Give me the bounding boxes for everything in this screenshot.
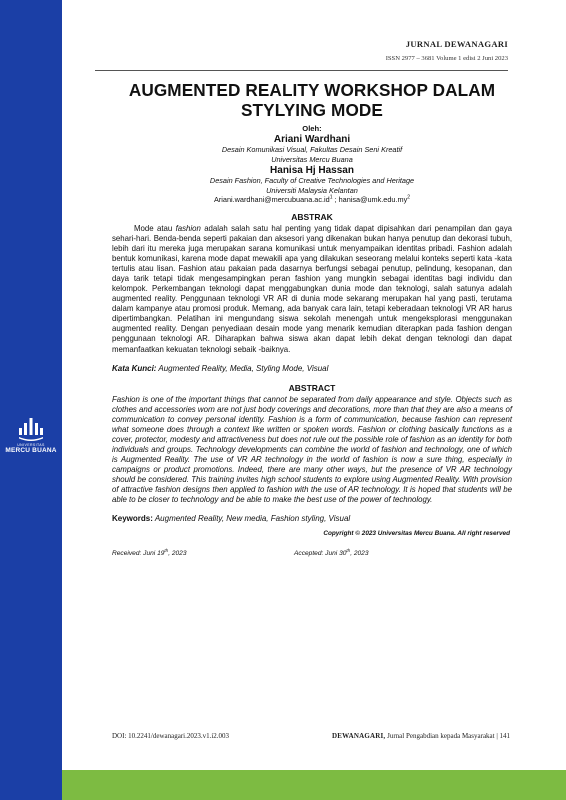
university-logo — [4, 416, 58, 454]
abstrak-paragraph — [112, 224, 512, 355]
article-body — [112, 80, 512, 562]
received-date-text: Received: Juni 19 — [112, 550, 165, 558]
keywords-text: Augmented Reality, New media, Fashion styling, Visual — [152, 514, 351, 524]
received-date-year: , 2023 — [168, 550, 187, 558]
logo-universitas-text: UNIVERSITAS — [17, 443, 45, 447]
journal-footer-citation — [332, 732, 510, 740]
keywords-line — [112, 514, 512, 523]
mercu-buana-emblem-icon — [18, 416, 44, 442]
footer-journal-name: DEWANAGARI, — [332, 732, 386, 740]
email-1-marker: 1 — [329, 194, 333, 201]
kata-kunci-text: Augmented Reality, Media, Styling Mode, Visual — [156, 363, 329, 373]
copyright-notice: Copyright © 2023 Universitas Mercu Buana. All right reserved — [323, 530, 510, 538]
email-2[interactable]: hanisa@umk.edu.my — [338, 195, 408, 205]
abstract-paragraph: Fashion is one of the important things that cannot be separated from daily appearance and style. Objects such as clothes and accessories worn are not just body coverings and decorations, more than that they are also a means of communication to convey personal identity. Fashion is a form of communication, because fashion can represent what someone does through a context like written or spoken words. Fashion or clothing basically functions as a cover, protector, modesty and attractiveness but does not rule out the possible role of fashion as an identity for both individuals and groups. Technology developments can combine the world of fashion and technology, one of which is Augmented Reality. The use of VR AR technology in the world of fashion is now a sure thing, especially in campaigns or product promotions. Indeed, there are many other ways, but the presence of VR AR technology should be considered. This training invites high school students to explore using Augmented Reality. With provision of attractive fashion designs then applied to fashion with the use of AR technology. It is hoped that students will be able to be closer to technology and be able to make the best use of the power of technology. — [112, 394, 512, 505]
accepted-date-text: Accepted: Juni 30 — [294, 550, 347, 558]
by-label: Oleh: — [302, 124, 322, 133]
author-2-affiliation-dept: Desain Fashion, Faculty of Creative Technologies and Heritage — [209, 176, 415, 186]
received-date — [112, 547, 187, 558]
email-1[interactable]: Ariani.wardhani@mercubuana.ac.id — [213, 195, 330, 205]
footer-journal-rest: Jurnal Pengabdian kepada Masyarakat | 141 — [385, 732, 510, 740]
submission-dates — [112, 547, 512, 562]
author-name-2: Hanisa Hj Hassan — [270, 165, 354, 177]
author-emails — [112, 195, 512, 205]
abstrak-text-rest: adalah salah satu hal penting yang tidak dapat dipisahkan dari penampilan dan gaya sehari-hari. Benda-benda seperti pakaian dan aksesori yang dikenakan bukan hanya penutup dan dekorasi tubuh, lebih dari itu mereka juga merupakan sarana komunikasi untuk menyampaikan identitas pribadi. Fashion adalah bentuk komunikasi, karena mode dapat mewakili apa yang dilakukan seseorang melalui konteks seperti kata -kata tertulis atau lisan. Fashion atau pakaian pada dasarnya berfungsi sebagai penutup, pelindung, kesopanan, dan daya tarik tetapi tidak mengesampingkan peran fashion yang mungkin sebagai identitas bagi individu dan kelompok. Perkembangan teknologi dapat menggabungkan dunia mode dan teknologi, salah satunya adalah augmented reality. Penggunaan teknologi VR AR di dunia mode sekarang merupakan hal yang pasti, terutama dalam kampanye atau promosi produk. Memang, ada banyak cara lain, tetapi keberadaan teknologi VR AR harus dipertimbangkan. Pelatihan ini mengundang siswa sekolah menengah untuk mengeksplorasi menggunakan augmented reality. Dengan penyediaan desain mode yang menarik kemudian diterapkan pada fashion dengan penggunaan teknologi AR. Diharapkan bahwa siswa akan dapat lebih dekat dengan teknologi dan dapat memanfaatkan kekuatan teknologi sebaik -baiknya. — [112, 223, 512, 354]
left-blue-sidebar — [0, 0, 62, 800]
author-1-affiliation-univ: Universitas Mercu Buana — [271, 154, 353, 164]
accepted-date-suffix: th — [346, 547, 351, 553]
issn-line: ISSN 2977 – 3681 Volume 1 edisi 2 Juni 2023 — [385, 55, 508, 62]
abstract-heading: ABSTRACT — [288, 382, 336, 393]
kata-kunci-label: Kata Kunci: — [112, 363, 157, 373]
journal-header — [386, 39, 508, 62]
abstrak-fashion-term: fashion — [175, 223, 201, 233]
logo-mercu-buana-text: MERCU BUANA — [5, 447, 57, 454]
header-divider — [95, 70, 508, 71]
journal-name: JURNAL DEWANAGARI — [405, 39, 508, 49]
kata-kunci-line — [112, 364, 512, 373]
accepted-date-year: , 2023 — [350, 550, 369, 558]
email-2-marker: 2 — [407, 194, 411, 201]
doi-text[interactable]: DOI: 10.2241/dewanagari.2023.v1.i2.003 — [112, 732, 230, 740]
abstrak-heading: ABSTRAK — [291, 211, 333, 222]
green-footer-band — [62, 770, 566, 800]
accepted-date — [294, 547, 369, 558]
email-separator: ; — [332, 195, 339, 205]
author-2-affiliation-univ: Universiti Malaysia Kelantan — [266, 185, 358, 195]
keywords-label: Keywords: — [112, 514, 153, 524]
author-1-affiliation-dept: Desain Komunikasi Visual, Fakultas Desain Seni Kreatif — [221, 145, 403, 154]
received-date-suffix: th — [164, 547, 169, 553]
abstrak-text-start: Mode atau — [134, 223, 176, 233]
author-name-1: Ariani Wardhani — [273, 134, 351, 145]
paper-title: AUGMENTED REALITY WORKSHOP DALAM STYLYING MODE — [128, 80, 496, 120]
